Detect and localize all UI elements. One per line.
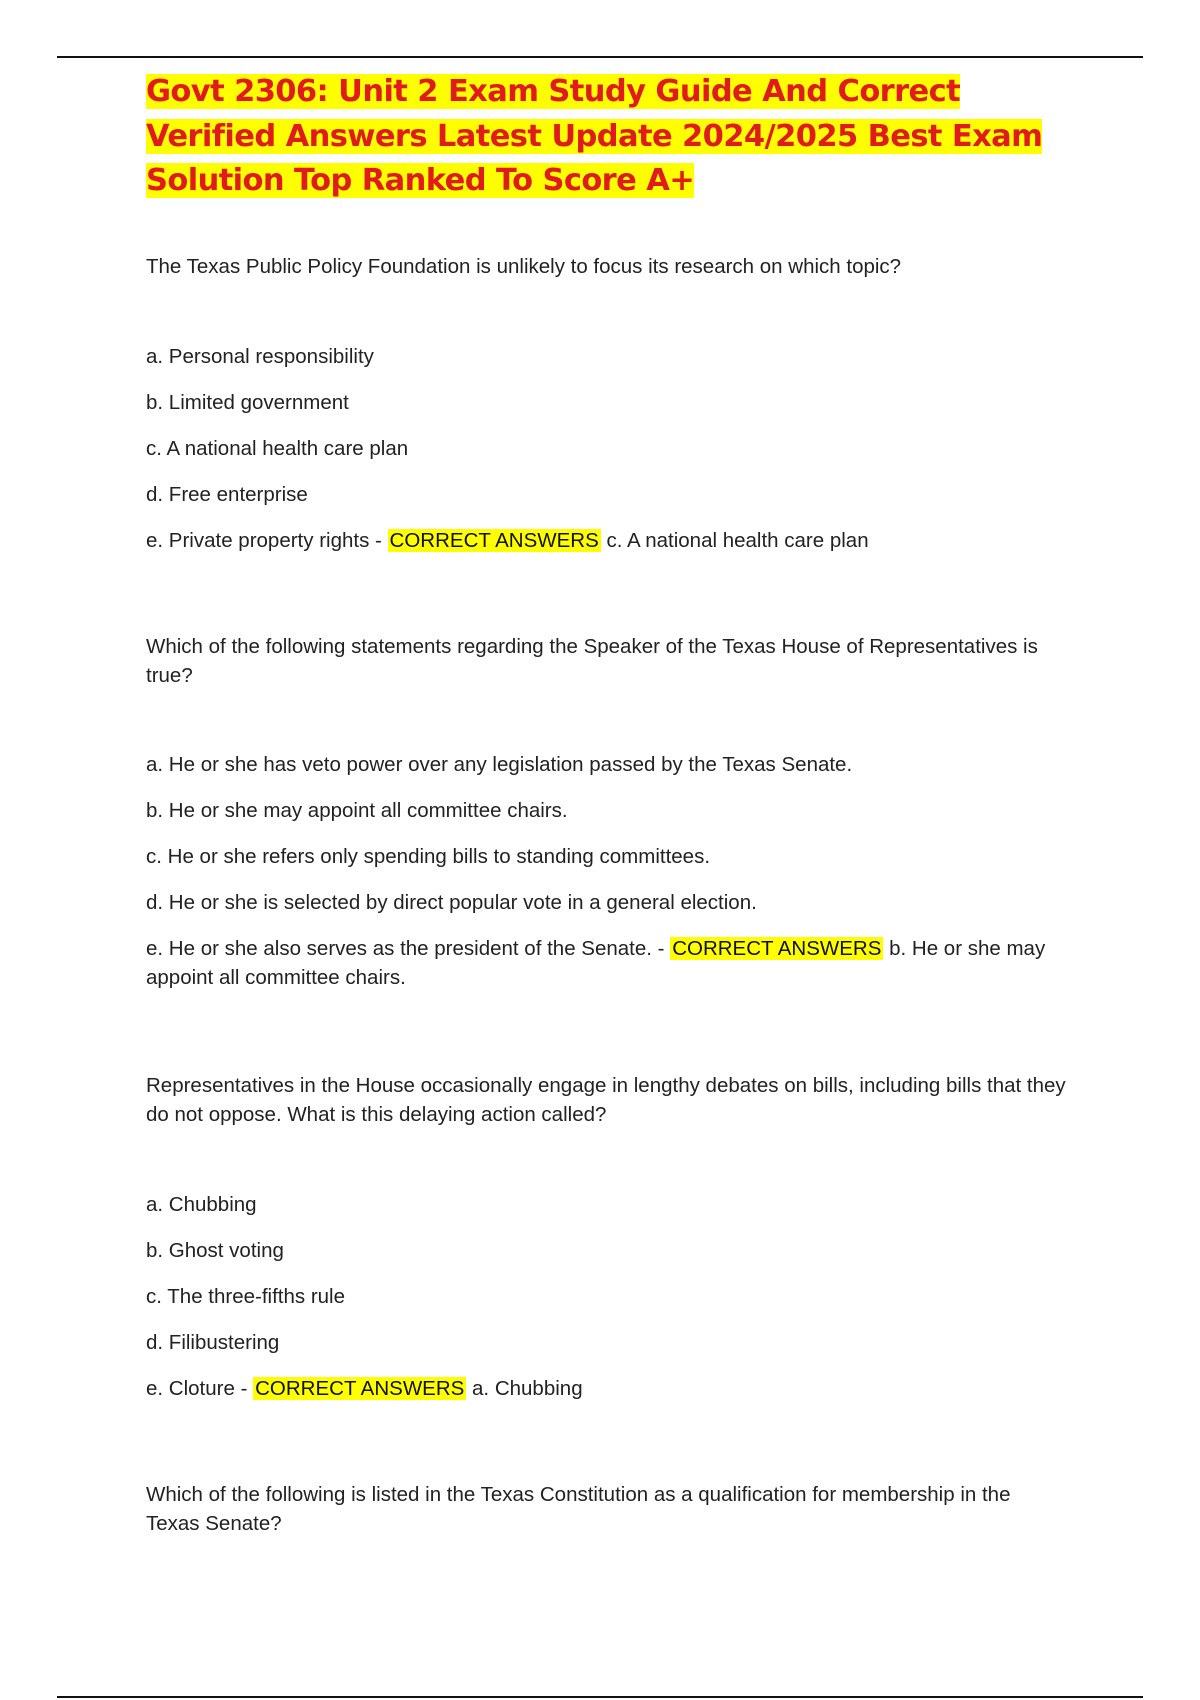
question-block <box>146 252 1066 555</box>
answer-options <box>146 750 1066 992</box>
correct-answer-text: b. He or she may appoint all committee chairs. <box>146 936 1046 989</box>
question-block <box>146 1071 1066 1403</box>
answer-option-text: e. He or she also serves as the president of the Senate. <box>146 936 652 960</box>
document-title-text: Govt 2306: Unit 2 Exam Study Guide And Correct Verified Answers Latest Update 2024/2025 Best Exam Solution Top Ranked To Score A+ <box>146 74 1043 198</box>
answer-option: b. Limited government <box>146 390 349 414</box>
answer-options <box>146 342 1066 555</box>
answer-option: a. He or she has veto power over any legislation passed by the Texas Senate. <box>146 752 853 776</box>
document-body <box>146 70 1066 1538</box>
answer-option: c. A national health care plan <box>146 436 409 460</box>
correct-answers-badge: CORRECT ANSWERS <box>672 936 882 960</box>
document-title <box>146 70 1066 204</box>
correct-answers-badge: CORRECT ANSWERS <box>255 1376 465 1400</box>
answer-option: c. He or she refers only spending bills to standing committees. <box>146 844 711 868</box>
correct-answer-text: a. Chubbing <box>472 1376 583 1400</box>
answer-option: d. Filibustering <box>146 1330 280 1354</box>
answer-option: b. Ghost voting <box>146 1238 284 1262</box>
answer-option-with-answer <box>146 526 1066 555</box>
answer-option: b. He or she may appoint all committee chairs. <box>146 798 568 822</box>
question-text: Representatives in the House occasionally engage in lengthy debates on bills, including bills that they do not oppose. What is this delaying action called? <box>146 1073 1066 1126</box>
question-text: Which of the following is listed in the Texas Constitution as a qualification for membership in the Texas Senate? <box>146 1482 1011 1535</box>
answer-option: d. He or she is selected by direct popular vote in a general election. <box>146 890 757 914</box>
answer-option-text: e. Private property rights <box>146 528 370 552</box>
bottom-divider <box>57 1696 1143 1698</box>
answer-option: a. Personal responsibility <box>146 344 374 368</box>
answer-option-text: e. Cloture <box>146 1376 235 1400</box>
answer-separator: - <box>369 528 388 552</box>
correct-answer-text: c. A national health care plan <box>606 528 869 552</box>
answer-options <box>146 1190 1066 1403</box>
answer-separator: - <box>234 1376 254 1400</box>
answer-option: a. Chubbing <box>146 1192 257 1216</box>
answer-option: c. The three-fifths rule <box>146 1284 346 1308</box>
correct-answers-badge: CORRECT ANSWERS <box>389 528 599 552</box>
answer-option: d. Free enterprise <box>146 482 308 506</box>
question-block <box>146 632 1066 992</box>
question-text: The Texas Public Policy Foundation is unlikely to focus its research on which topic? <box>146 254 902 278</box>
question-block <box>146 1480 1066 1538</box>
answer-option-with-answer <box>146 934 1066 992</box>
top-divider <box>57 56 1143 58</box>
answer-separator: - <box>651 936 671 960</box>
question-text: Which of the following statements regarding the Speaker of the Texas House of Representatives is true? <box>146 634 1038 687</box>
answer-option-with-answer <box>146 1374 1066 1403</box>
